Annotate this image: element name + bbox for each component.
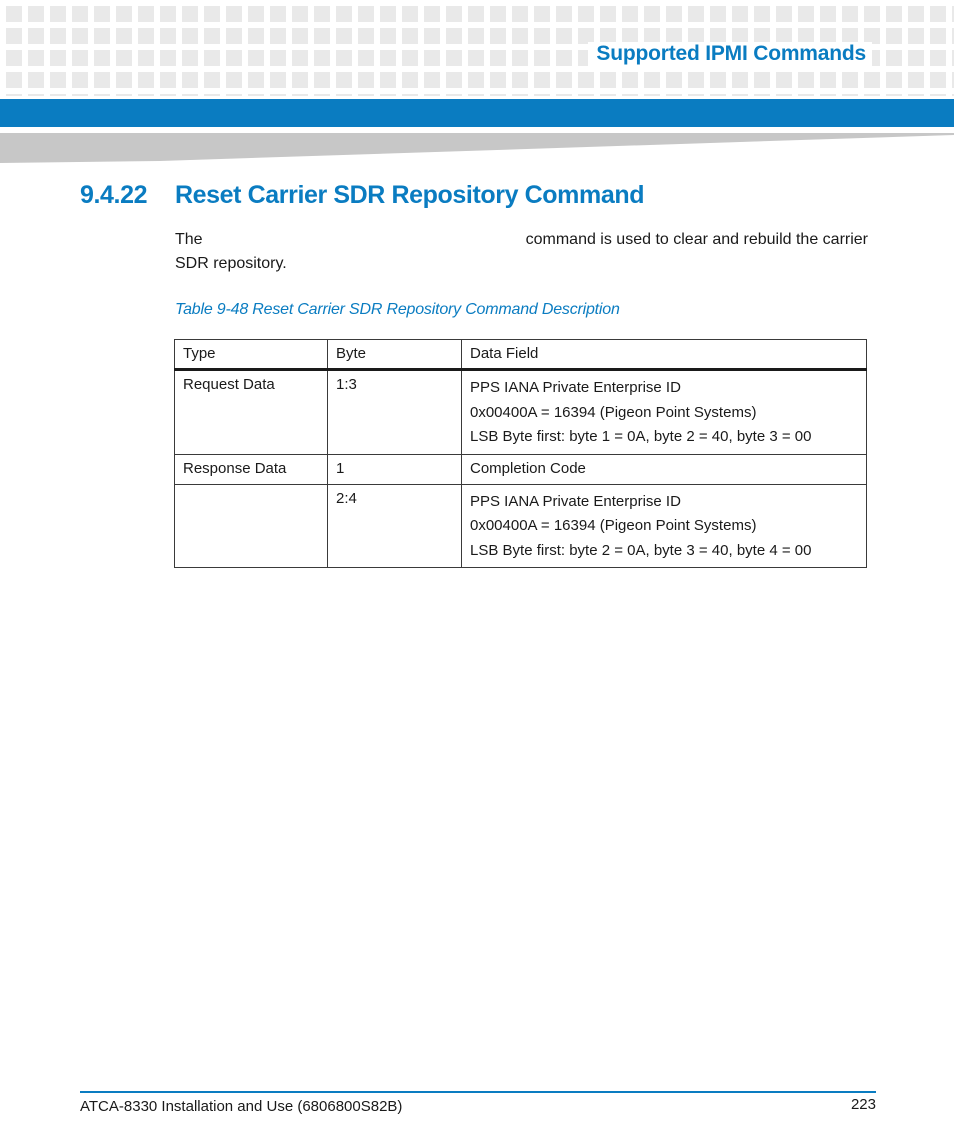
- running-header-title: Supported IPMI Commands: [588, 42, 872, 68]
- table-caption: Table 9-48 Reset Carrier SDR Repository Command Description: [175, 301, 620, 318]
- header-blue-bar: [0, 99, 954, 127]
- body-line-2: SDR repository.: [175, 255, 287, 272]
- body-paragraph: [175, 228, 868, 276]
- body-line-1: [175, 228, 868, 252]
- cell-data-field: [462, 454, 867, 484]
- footer-rule: [80, 1091, 876, 1093]
- table-row: [175, 370, 867, 455]
- cell-byte: 1:3: [328, 370, 462, 455]
- body-line-1-start: The: [175, 231, 203, 248]
- table-row: [175, 454, 867, 484]
- body-line-1-end: command is used to clear and rebuild the carrier: [525, 231, 868, 248]
- data-field-line: LSB Byte first: byte 2 = 0A, byte 3 = 40, byte 4 = 00: [470, 541, 812, 559]
- cell-type: [175, 484, 328, 568]
- header-data-field: Data Field: [462, 340, 867, 370]
- command-description-table: [174, 339, 867, 568]
- cell-byte: 2:4: [328, 484, 462, 568]
- section-title: Reset Carrier SDR Repository Command: [175, 181, 645, 209]
- data-field-line: PPS IANA Private Enterprise ID: [470, 379, 681, 396]
- cell-type: Response Data: [175, 454, 328, 484]
- cell-data-field: [462, 484, 867, 568]
- table-row: [175, 484, 867, 568]
- data-field-line: LSB Byte first: byte 1 = 0A, byte 2 = 40, byte 3 = 00: [470, 428, 812, 445]
- data-field-line: Completion Code: [470, 459, 586, 477]
- data-field-line: 0x00400A = 16394 (Pigeon Point Systems): [470, 403, 757, 421]
- table-header-row: [175, 340, 867, 370]
- data-field-line: PPS IANA Private Enterprise ID: [470, 492, 681, 510]
- header-type: Type: [175, 340, 328, 370]
- cell-byte: 1: [328, 454, 462, 484]
- cell-data-field: [462, 370, 867, 455]
- data-field-line: 0x00400A = 16394 (Pigeon Point Systems): [470, 517, 757, 534]
- footer-document-title: ATCA-8330 Installation and Use (6806800S82B): [80, 1098, 403, 1115]
- header-grey-wedge: [0, 129, 954, 163]
- footer-page-number: 223: [850, 1096, 876, 1113]
- header-byte: Byte: [328, 340, 462, 370]
- cell-type: Request Data: [175, 370, 328, 455]
- section-number: 9.4.22: [80, 181, 148, 209]
- section-heading: [80, 181, 644, 210]
